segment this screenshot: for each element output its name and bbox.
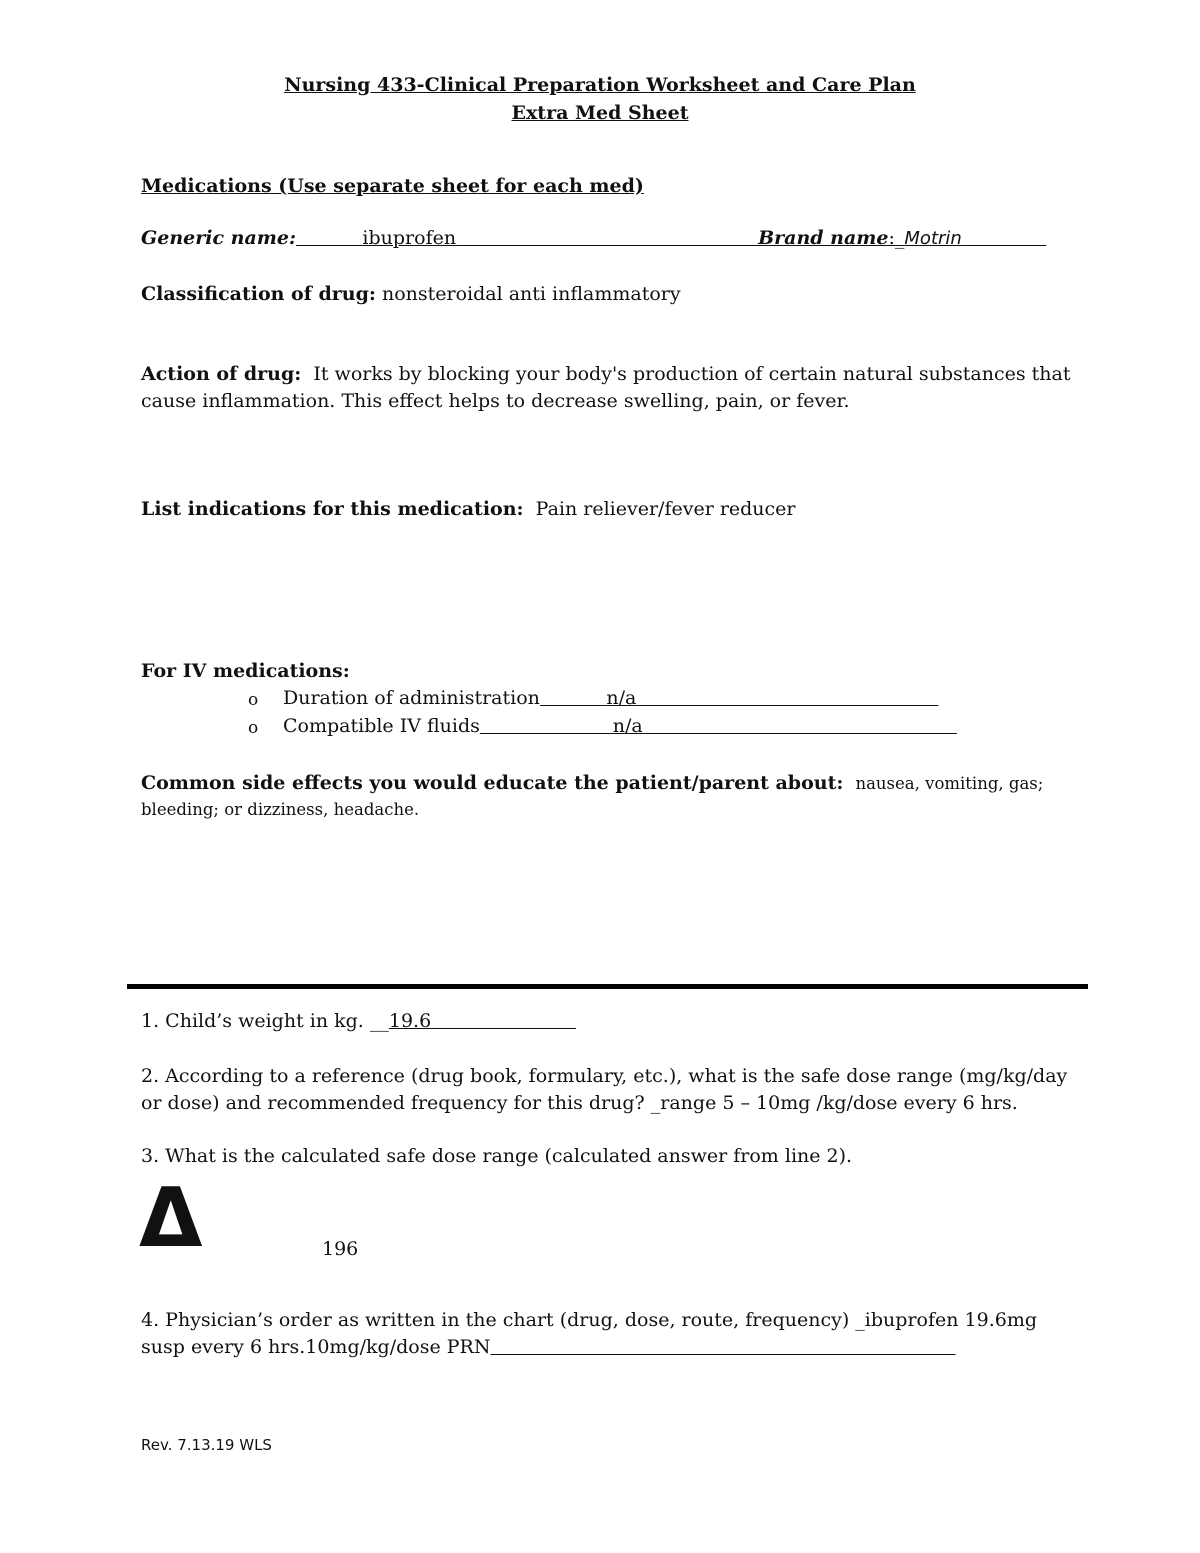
side-effects-label: Common side effects you would educate the patient/parent about: — [141, 772, 844, 794]
page-title: Nursing 433-Clinical Preparation Worksheet and Care Plan — [284, 74, 916, 96]
iv-fluids-value: n/a — [612, 715, 643, 737]
section-divider — [127, 984, 1088, 989]
action-row — [141, 363, 1071, 385]
q3-value: 196 — [322, 1238, 359, 1260]
q2-line2: or dose) and recommended frequency for this drug? _range 5 – 10mg /kg/dose every 6 hrs. — [141, 1092, 1018, 1114]
generic-brand-row: Generic name: ibuprofen Brand name:_Motrin — [141, 227, 1046, 249]
side-effects-line1: nausea, vomiting, gas; — [855, 774, 1044, 793]
bullet-icon: o — [248, 690, 259, 710]
revision-footer: Rev. 7.13.19 WLS — [141, 1436, 272, 1454]
q4-line2-row — [141, 1336, 956, 1358]
action-label: Action of drug: — [141, 363, 302, 385]
q2-line1: 2. According to a reference (drug book, formulary, etc.), what is the safe dose range (mg/kg/day — [141, 1065, 1068, 1087]
iv-duration-value: n/a — [606, 687, 637, 709]
classification-value: nonsteroidal anti inflammatory — [381, 283, 681, 305]
indications-row — [141, 498, 796, 520]
side-effects-row — [141, 772, 1043, 794]
brand-name-blank — [962, 227, 1047, 249]
iv-fluids-row — [283, 715, 957, 737]
q1-value: 19.6 — [388, 1010, 432, 1032]
indications-label: List indications for this medication: — [141, 498, 524, 520]
q4-line2: susp every 6 hrs.10mg/kg/dose PRN — [141, 1336, 491, 1358]
brand-name-value: Motrin — [904, 228, 962, 249]
bullet-icon: o — [248, 718, 259, 738]
action-text-line1: It works by blocking your body's production of certain natural substances that — [313, 363, 1071, 385]
delta-icon: Δ — [139, 1171, 203, 1266]
iv-duration-row — [283, 687, 938, 709]
iv-duration-label: Duration of administration — [283, 687, 540, 709]
q3-text: 3. What is the calculated safe dose range (calculated answer from line 2). — [141, 1145, 853, 1167]
q4-line1: 4. Physician’s order as written in the chart (drug, dose, route, frequency) _ibuprofen 19.6mg — [141, 1309, 1038, 1331]
generic-name-blank-before — [296, 227, 362, 249]
indications-value: Pain reliever/fever reducer — [535, 498, 796, 520]
generic-name-label: Generic name: — [141, 227, 296, 249]
action-text-line2: cause inflammation. This effect helps to decrease swelling, pain, or fever. — [141, 390, 850, 412]
iv-heading: For IV medications: — [141, 660, 350, 682]
page-subtitle: Extra Med Sheet — [511, 102, 689, 124]
question-1 — [141, 1010, 576, 1032]
iv-fluids-label: Compatible IV fluids — [283, 715, 480, 737]
generic-name-blank-after — [456, 227, 758, 249]
classification-row — [141, 283, 681, 305]
classification-label: Classification of drug: — [141, 283, 376, 305]
side-effects-line2: bleeding; or dizziness, headache. — [141, 800, 420, 819]
generic-name-value: ibuprofen — [362, 227, 457, 249]
q1-text: 1. Child’s weight in kg. __ — [141, 1010, 389, 1032]
medications-heading: Medications (Use separate sheet for each med) — [141, 175, 644, 197]
brand-name-label: Brand name — [758, 227, 889, 249]
